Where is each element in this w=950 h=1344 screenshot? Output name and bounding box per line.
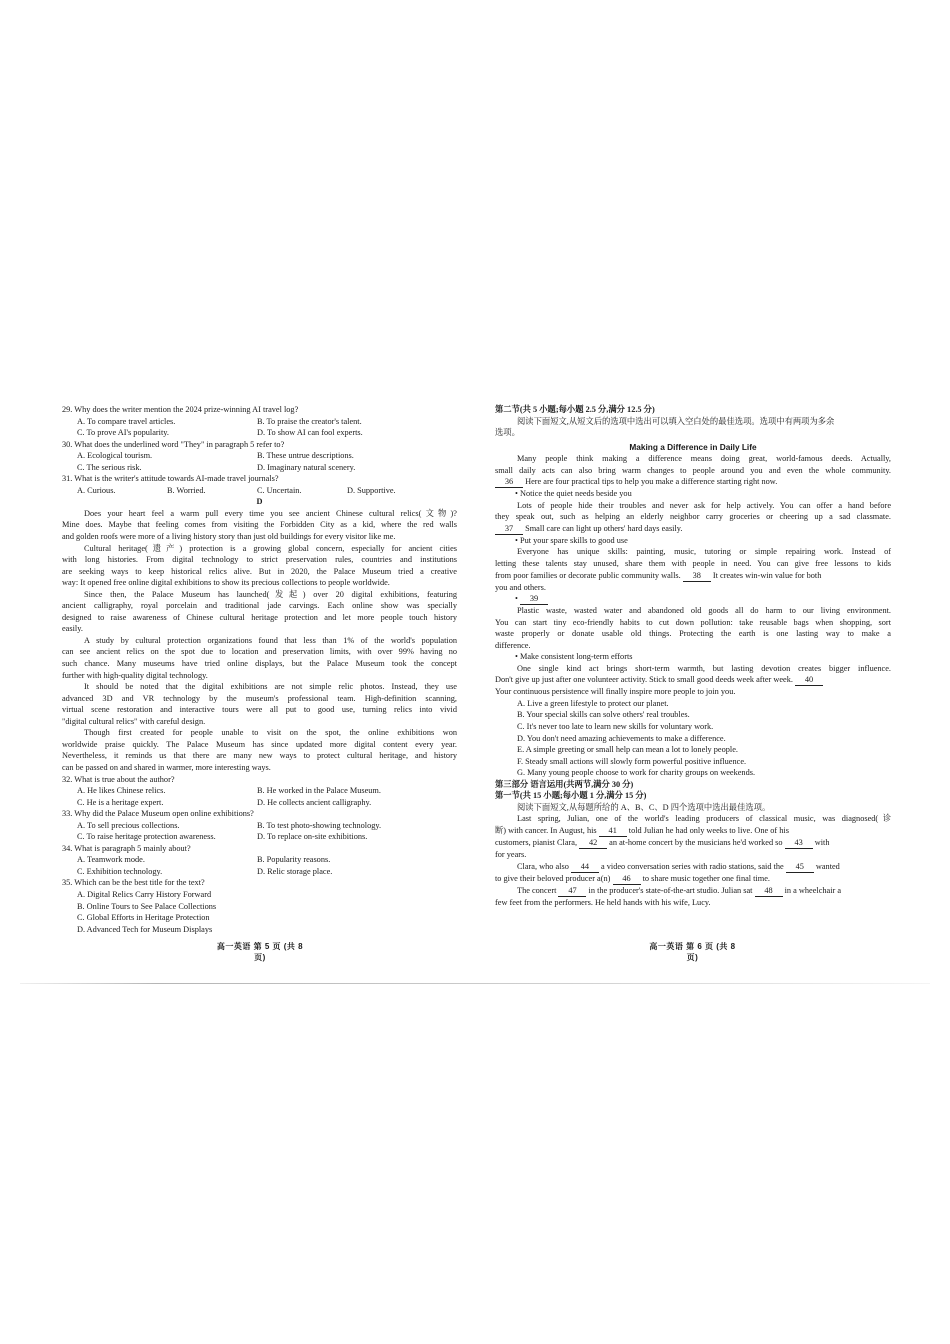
passage-line: small daily acts can also bring warm changes to people around you and even the whole community. (495, 465, 891, 475)
option-32-b: B. He worked in the Palace Museum. (257, 786, 381, 796)
passage-line: such chance. Many museums have tried online displays, but the Palace Museum took the concept (62, 659, 457, 669)
option-31-a: A. Curious. (77, 485, 116, 495)
cloze-line (495, 825, 891, 837)
cloze-text: told Julian he had only weeks to live. One of his (626, 825, 789, 835)
option-34-d: D. Relic storage place. (257, 866, 333, 876)
cloze-text: in a wheelchair a (782, 885, 842, 895)
blank-46[interactable]: 46 (613, 874, 641, 885)
passage-d (62, 508, 457, 774)
left-page (62, 404, 457, 935)
cloze-line (495, 837, 891, 849)
option-33-b: B. To test photo-showing technology. (257, 820, 382, 830)
options-32 (62, 785, 457, 797)
passage-line: you and others. (495, 582, 546, 592)
cloze-line (495, 861, 891, 873)
option-34-c: C. Exhibition technology. (77, 866, 163, 876)
question-33: 33. Why did the Palace Museum open online exhibitions? (62, 809, 254, 819)
option-32-d: D. He collects ancient calligraphy. (257, 797, 372, 807)
option-f: F. Steady small actions will slowly form powerful positive influence. (517, 756, 747, 766)
blank-42[interactable]: 42 (579, 838, 607, 849)
passage-title: Making a Difference in Daily Life (629, 441, 757, 452)
passage-line: letting these talents stay unused, share them with people in need. You can give free lessons to kids (495, 559, 891, 569)
cloze-text: a video conversation series with radio stations, said the (598, 861, 786, 871)
subheading-1: • Notice the quiet needs beside you (515, 489, 632, 499)
option-32-c: C. He is a heritage expert. (77, 797, 164, 807)
cloze-line (495, 873, 891, 885)
blank-38[interactable]: 38 (683, 571, 711, 582)
blank-39[interactable]: 39 (520, 594, 548, 605)
passage-line: "digital cultural relics" with careful design. (62, 716, 206, 726)
passage-line: Though first created for people unable to visit on the spot, the online exhibitions won (84, 728, 457, 738)
option-32-a: A. He likes Chinese relics. (77, 786, 166, 796)
page-footer-right: 高一英语 第 6 页 (共 8 页) (649, 942, 736, 962)
cloze-text: with (812, 837, 830, 847)
question-31: 31. What is the writer's attitude towards AI-made travel journals? (62, 474, 279, 484)
option-d: D. You don't need amazing achievements to make a difference. (517, 733, 726, 743)
section-1-instruction: 阅读下面短文,从每题所给的 A、B、C、D 四个选项中选出最佳选项。 (517, 802, 771, 812)
passage-line: Everyone has unique skills: painting, music, tutoring or simple repairing work. Instead of (517, 547, 891, 557)
right-page (495, 404, 891, 908)
options-29-2 (62, 427, 457, 439)
option-33-d: D. To replace on-site exhibitions. (257, 832, 368, 842)
passage-line: Plastic waste, wasted water and abandoned old goods all do harm to our living environment. (517, 606, 891, 616)
section-1-header: 第一节(共 15 小题;每小题 1 分,满分 15 分) (495, 791, 647, 801)
passage-line: Cultural heritage(遗产) protection is a growing global concern, especially for ancient cities (84, 543, 457, 553)
section-d-heading: D (256, 497, 263, 507)
passage-line: It should be noted that the digital exhibitions are not simple relic photos. Instead, they use (84, 682, 457, 692)
option-35-c: C. Global Efforts in Heritage Protection (77, 913, 210, 923)
section-2-header: 第二节(共 5 小题;每小题 2.5 分,满分 12.5 分) (495, 405, 655, 414)
option-35-b: B. Online Tours to See Palace Collections (77, 901, 217, 911)
option-34-b: B. Popularity reasons. (257, 855, 331, 865)
passage-line: they speak out, such as helping an elderly neighbor carry groceries or cheering up a sad classmate. (495, 512, 891, 522)
passage-line: Nevertheless, it reminds us that there are many new ways to protect cultural heritage, and history (62, 751, 457, 761)
option-b: B. Your special skills can solve others' real troubles. (517, 710, 690, 720)
option-34-a: A. Teamwork mode. (77, 855, 145, 865)
passage-text: Don't give up just after one volunteer activity. Stick to small good deeds week after week. (495, 675, 796, 685)
passage-line (495, 523, 891, 535)
blank-48[interactable]: 48 (755, 886, 783, 897)
section-2-instruction: 阅读下面短文,从短文后的选项中选出可以填入空白处的最佳选项。选项中有两项为多余 (517, 416, 835, 426)
passage-line: ancient calligraphy, royal porcelain and traditional jade carvings. Each online show was specially (62, 601, 457, 611)
question-29: 29. Why does the writer mention the 2024 prize-winning AI travel log? (62, 405, 299, 414)
passage-line: Mine does. Maybe that feeling comes from visiting the Forbidden City as a kid, where the red walls (62, 520, 457, 530)
passage-line: Your continuous persistence will finally inspire more people to join you. (495, 687, 736, 697)
passage-line (495, 674, 891, 686)
option-g: G. Many young people choose to work for charity groups on weekends. (517, 768, 756, 778)
option-c: C. It's never too late to learn new skills for voluntary work. (517, 722, 714, 732)
option-30-b: B. These untrue descriptions. (257, 451, 354, 461)
passage-line: can be passed on and shared in warmer, more interesting ways. (62, 762, 271, 772)
question-34: 34. What is paragraph 5 mainly about? (62, 843, 191, 853)
options-32-2 (62, 797, 457, 809)
cloze-text: to share music together one final time. (640, 873, 770, 883)
options-33 (62, 820, 457, 832)
passage-line: way: It opened free online digital exhibitions to show its precious collections to people worldwide. (62, 578, 390, 588)
options-31 (62, 485, 457, 497)
option-30-d: D. Imaginary natural scenery. (257, 462, 356, 472)
option-a: A. Live a green lifestyle to protect our planet. (517, 698, 669, 708)
passage-line (495, 570, 891, 582)
passage-line: A study by cultural protection organizations found that less than 1% of the world's population (84, 635, 457, 645)
passage-line: Does your heart feel a warm pull every time you see ancient Chinese cultural relics(文物)? (84, 508, 457, 518)
cloze-text: wanted (813, 861, 840, 871)
passage-line: and golden roofs were more of a living history story than just old buildings for every visitor like me. (62, 532, 396, 542)
blank-41[interactable]: 41 (599, 826, 627, 837)
passage-text: from poor families or decorate public community walls. (495, 570, 683, 580)
cloze-text: The concert (517, 885, 559, 895)
cloze-text: 断) with cancer. In August, his (495, 825, 599, 835)
question-35: 35. Which can be the best title for the text? (62, 878, 205, 888)
scan-edge-line (20, 983, 930, 984)
passage-line: Many people think making a difference means doing great, world-famous deeds. Actually, (517, 454, 891, 464)
passage-line: designed to raise awareness of Chinese cultural heritage protection and let more people touch history (62, 612, 457, 622)
passage-text: It creates win-win value for both (710, 570, 822, 580)
blank-45[interactable]: 45 (786, 862, 814, 873)
option-31-c: C. Uncertain. (257, 485, 302, 495)
cloze-line: few feet from the performers. He held hands with his wife, Lucy. (495, 897, 711, 907)
cloze-text: customers, pianist Clara, (495, 837, 580, 847)
cloze-line (495, 885, 891, 897)
cloze-line: for years. (495, 849, 527, 859)
passage-line: You can start tiny eco-friendly habits to cut down pollution: take reusable bags when shopping, sort (495, 617, 891, 627)
option-30-c: C. The serious risk. (77, 462, 142, 472)
blank-40[interactable]: 40 (795, 675, 823, 686)
part-3-header: 第三部分 语言运用(共两节,满分 30 分) (495, 779, 634, 789)
options-34-2 (62, 866, 457, 878)
option-31-b: B. Worried. (167, 485, 206, 495)
blank-44[interactable]: 44 (571, 862, 599, 873)
cloze-text: to give their beloved producer a(n) (495, 873, 613, 883)
blank-43[interactable]: 43 (785, 838, 813, 849)
section-2-instruction-cont: 选项。 (495, 428, 520, 438)
passage-line: waste properly or donate usable old things. Protecting the earth is one lasting way to make a (495, 629, 891, 639)
options-30 (62, 450, 457, 462)
option-35-d: D. Advanced Tech for Museum Displays (77, 924, 213, 934)
passage-line: Lots of people hide their troubles and never ask for help actively. You can offer a hand before (517, 500, 891, 510)
options-33-2 (62, 831, 457, 843)
bullet-mark: • (515, 594, 520, 604)
options-29 (62, 416, 457, 428)
option-29-a: A. To compare travel articles. (77, 416, 176, 426)
option-29-c: C. To prove AI's popularity. (77, 428, 169, 438)
passage-line: can see ancient relics on the spot due to location and preservation limits, with over 99% having no (62, 647, 457, 657)
passage-line: are seeking ways to keep historical relics alive. But in 2020, the Palace Museum tried a creative (62, 566, 457, 576)
passage-line: Since then, the Palace Museum has launched(发起) over 20 digital exhibitions, featuring (84, 589, 457, 599)
blank-47[interactable]: 47 (558, 886, 586, 897)
passage-line: further with high-quality digital technology. (62, 670, 208, 680)
passage-line (495, 476, 891, 488)
cloze-text: in the producer's state-of-the-art studio. Julian sat (586, 885, 755, 895)
option-29-b: B. To praise the creator's talent. (257, 416, 362, 426)
passage-line: worldwide praise quickly. The Palace Museum has since updated more digital content every year. (62, 739, 457, 749)
options-34 (62, 854, 457, 866)
passage-text: Here are four practical tips to help you make a difference starting right now. (523, 477, 778, 487)
passage-line: virtual scene restoration and interactive tours were all put to good use, turning relics into vivid (62, 705, 457, 715)
passage-line: with long histories. From digital technology to strict preservation rules, countries and institutions (62, 555, 457, 565)
option-e: E. A simple greeting or small help can mean a lot to lonely people. (517, 745, 738, 755)
question-30: 30. What does the underlined word "They" in paragraph 5 refer to? (62, 439, 285, 449)
passage-line: difference. (495, 640, 531, 650)
passage-line: easily. (62, 624, 83, 634)
question-32: 32. What is true about the author? (62, 774, 175, 784)
cloze-line: Last spring, Julian, one of the world's leading producers of classical music, was diagnosed(诊 (517, 814, 891, 824)
cloze-text: Clara, who also (517, 861, 571, 871)
passage-text: Small care can light up others' hard days easily. (523, 523, 683, 533)
page-footer-left: 高一英语 第 5 页 (共 8 页) (216, 942, 304, 962)
subheading-3 (495, 593, 891, 605)
option-31-d: D. Supportive. (347, 485, 396, 495)
option-35-a: A. Digital Relics Carry History Forward (77, 889, 212, 899)
option-29-d: D. To show AI can fool experts. (257, 428, 363, 438)
option-33-c: C. To raise heritage protection awareness. (77, 832, 216, 842)
options-30-2 (62, 462, 457, 474)
option-33-a: A. To sell precious collections. (77, 820, 180, 830)
passage-line: advanced 3D and VR technology by the museum's professional team. High-definition scanning, (62, 693, 457, 703)
cloze-text: an at-home concert by the musicians he'd worked so (607, 837, 785, 847)
option-30-a: A. Ecological tourism. (77, 451, 153, 461)
subheading-4: • Make consistent long-term efforts (515, 652, 633, 662)
subheading-2: • Put your spare skills to good use (515, 535, 628, 545)
passage-line: One single kind act brings short-term warmth, but lasting devotion creates bigger influence. (517, 663, 891, 673)
blank-36[interactable]: 36 (495, 477, 523, 488)
blank-37[interactable]: 37 (495, 524, 523, 535)
